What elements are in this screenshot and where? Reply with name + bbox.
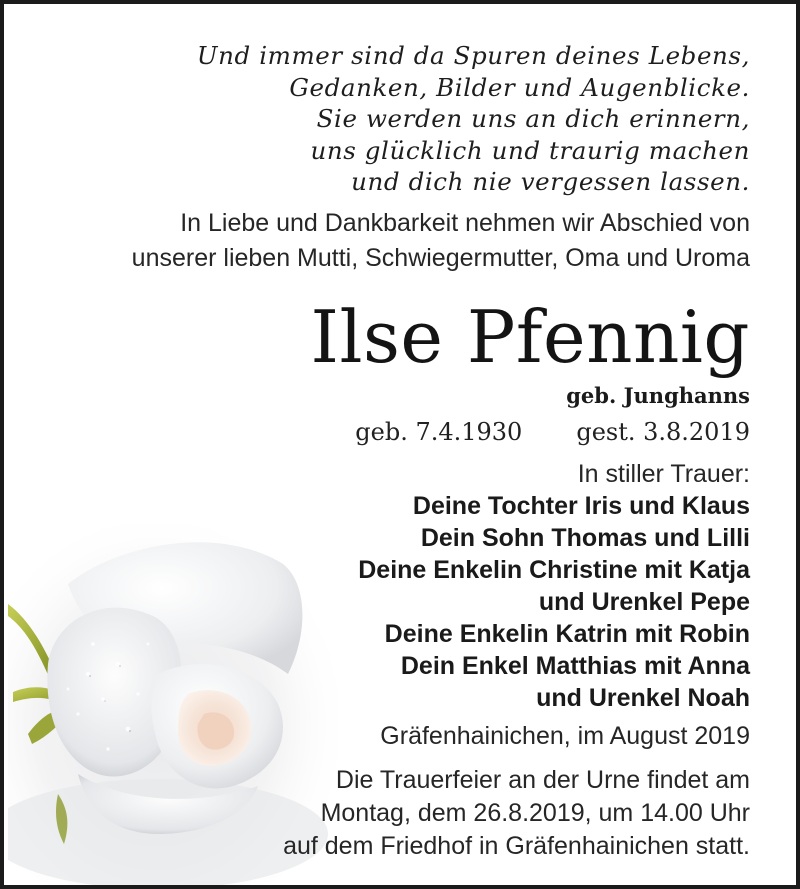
- poem-line: Gedanken, Bilder und Augenblicke.: [289, 72, 750, 102]
- memorial-poem: [197, 40, 750, 198]
- mourner-name: Dein Sohn Thomas und Lilli: [420, 524, 750, 552]
- mourner-name: und Urenkel Pepe: [538, 588, 750, 616]
- place-and-date: Gräfenhainichen, im August 2019: [380, 722, 750, 750]
- poem-line: uns glücklich und traurig machen: [310, 135, 750, 165]
- life-dates: [355, 414, 750, 450]
- mourner-name: Deine Enkelin Katrin mit Robin: [384, 620, 750, 648]
- service-line: Montag, dem 26.8.2019, um 14.00 Uhr: [320, 799, 750, 827]
- maiden-name: geb. Junghanns: [566, 383, 750, 408]
- poem-line: Sie werden uns an dich erinnern,: [316, 104, 750, 133]
- mourner-name: Deine Enkelin Christine mit Katja: [358, 556, 750, 584]
- poem-line: und dich nie vergessen lassen.: [351, 167, 750, 196]
- funeral-service-info: [283, 764, 750, 863]
- birth-date: geb. 7.4.1930: [355, 418, 523, 446]
- mourners-lead: In stiller Trauer:: [577, 460, 750, 488]
- mourner-name: und Urenkel Noah: [536, 684, 750, 712]
- death-date: gest. 3.8.2019: [576, 418, 750, 446]
- mourner-name: Dein Enkel Matthias mit Anna: [400, 652, 750, 680]
- mourner-name: Deine Tochter Iris und Klaus: [412, 492, 750, 520]
- intro-line: unserer lieben Mutti, Schwiegermutter, Oma und Uroma: [131, 244, 750, 272]
- intro-line: In Liebe und Dankbarkeit nehmen wir Abschied von: [180, 209, 750, 237]
- deceased-name: Ilse Pfennig: [310, 295, 750, 379]
- farewell-intro: [132, 206, 750, 276]
- poem-line: Und immer sind da Spuren deines Lebens,: [196, 41, 750, 70]
- mourners-list: [358, 458, 750, 714]
- service-line: Die Trauerfeier an der Urne findet am: [335, 766, 750, 794]
- service-line: auf dem Friedhof in Gräfenhainichen statt.: [283, 832, 750, 860]
